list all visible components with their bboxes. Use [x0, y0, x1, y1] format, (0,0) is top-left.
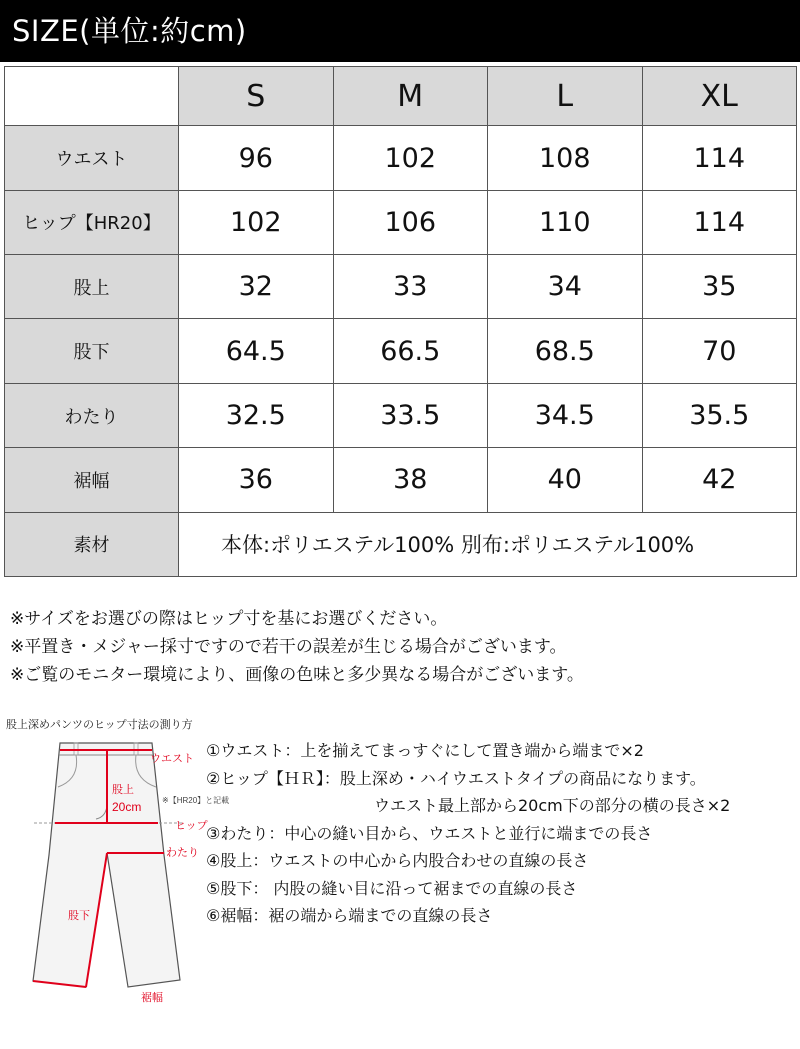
- table-cell: 96: [179, 126, 334, 190]
- note-line: ※平置き・メジャー採寸ですので若干の誤差が生じる場合がございます。: [10, 637, 567, 657]
- step-inseam: ⑤股下： 内股の縫い目に沿って裾までの直線の長さ: [206, 878, 578, 898]
- diagram-label-hr20-note: ※【HR20】と記載: [162, 796, 230, 805]
- diagram-label-rise: 股上: [112, 784, 134, 796]
- table-cell: 66.5: [333, 319, 488, 383]
- table-cell: 42: [642, 448, 797, 512]
- material-value: 本体:ポリエステル100% 別布:ポリエステル100%: [179, 512, 797, 576]
- table-cell: 32: [179, 255, 334, 319]
- table-cell: 68.5: [488, 319, 643, 383]
- step-rise: ④股上：ウエストの中心から内股合わせの直線の長さ: [206, 851, 589, 870]
- table-cell: 114: [642, 190, 797, 254]
- pants-diagram: [0, 735, 230, 1005]
- table-cell: 34.5: [488, 383, 643, 447]
- row-label-waist: ウエスト: [5, 126, 179, 190]
- table-row: [5, 319, 797, 383]
- table-cell: 33: [333, 255, 488, 319]
- table-cell: 33.5: [333, 383, 488, 447]
- table-cell: 102: [179, 190, 334, 254]
- diagram-label-inseam: 股下: [68, 910, 90, 922]
- table-cell: 114: [642, 126, 797, 190]
- table-cell: 35.5: [642, 383, 797, 447]
- row-label-thigh: わたり: [5, 383, 179, 447]
- howto-title: 股上深めパンツのヒップ寸法の測り方: [6, 718, 193, 731]
- table-row: [5, 383, 797, 447]
- table-cell: 35: [642, 255, 797, 319]
- table-cell: 40: [488, 448, 643, 512]
- step-waist: ①ウエスト：上を揃えてまっすぐにして置き端から端まで×2: [206, 741, 644, 760]
- table-row: [5, 126, 797, 190]
- table-row: [5, 190, 797, 254]
- step-hip-detail: ウエスト最上部から20cm下の部分の横の長さ×2: [374, 796, 731, 815]
- step-hem: ⑥裾幅：裾の端から端までの直線の長さ: [206, 906, 493, 925]
- table-cell: 70: [642, 319, 797, 383]
- size-table: [4, 66, 797, 577]
- table-row: [5, 255, 797, 319]
- size-header-l: L: [488, 67, 643, 126]
- step-thigh: ③わたり：中心の縫い目から、ウエストと並行に端までの長さ: [206, 823, 653, 843]
- material-row: [5, 512, 797, 576]
- diagram-label-hem: 裾幅: [141, 992, 163, 1004]
- size-header-row: [5, 67, 797, 126]
- row-label-hem: 裾幅: [5, 448, 179, 512]
- size-header-m: M: [333, 67, 488, 126]
- notes: [10, 605, 584, 689]
- size-table-title: SIZE(単位:約cm): [0, 0, 800, 62]
- diagram-label-hip: ヒップ: [175, 820, 208, 832]
- note-line: ※サイズをお選びの際はヒップ寸を基にお選びください。: [10, 609, 448, 629]
- table-cell: 110: [488, 190, 643, 254]
- size-header-xl: XL: [642, 67, 797, 126]
- table-row: [5, 448, 797, 512]
- step-hip: ②ヒップ【ＨＲ】：股上深め・ハイウエストタイプの商品になります。: [206, 768, 706, 788]
- table-cell: 34: [488, 255, 643, 319]
- table-cell: 38: [333, 448, 488, 512]
- diagram-label-waist: ウエスト: [150, 753, 194, 765]
- table-cell: 64.5: [179, 319, 334, 383]
- diagram-label-thigh: わたり: [166, 847, 199, 859]
- table-cell: 106: [333, 190, 488, 254]
- table-cell: 32.5: [179, 383, 334, 447]
- table-cell: 102: [333, 126, 488, 190]
- row-label-rise: 股上: [5, 255, 179, 319]
- row-label-inseam: 股下: [5, 319, 179, 383]
- note-line: ※ご覧のモニター環境により、画像の色味と多少異なる場合がございます。: [10, 665, 584, 685]
- corner-cell: [5, 67, 179, 126]
- table-cell: 36: [179, 448, 334, 512]
- measurement-steps: [206, 737, 730, 930]
- size-header-s: S: [179, 67, 334, 126]
- row-label-material: 素材: [5, 512, 179, 576]
- diagram-label-rise-20cm: 20cm: [112, 800, 142, 814]
- row-label-hip: ヒップ【HR20】: [5, 190, 179, 254]
- table-cell: 108: [488, 126, 643, 190]
